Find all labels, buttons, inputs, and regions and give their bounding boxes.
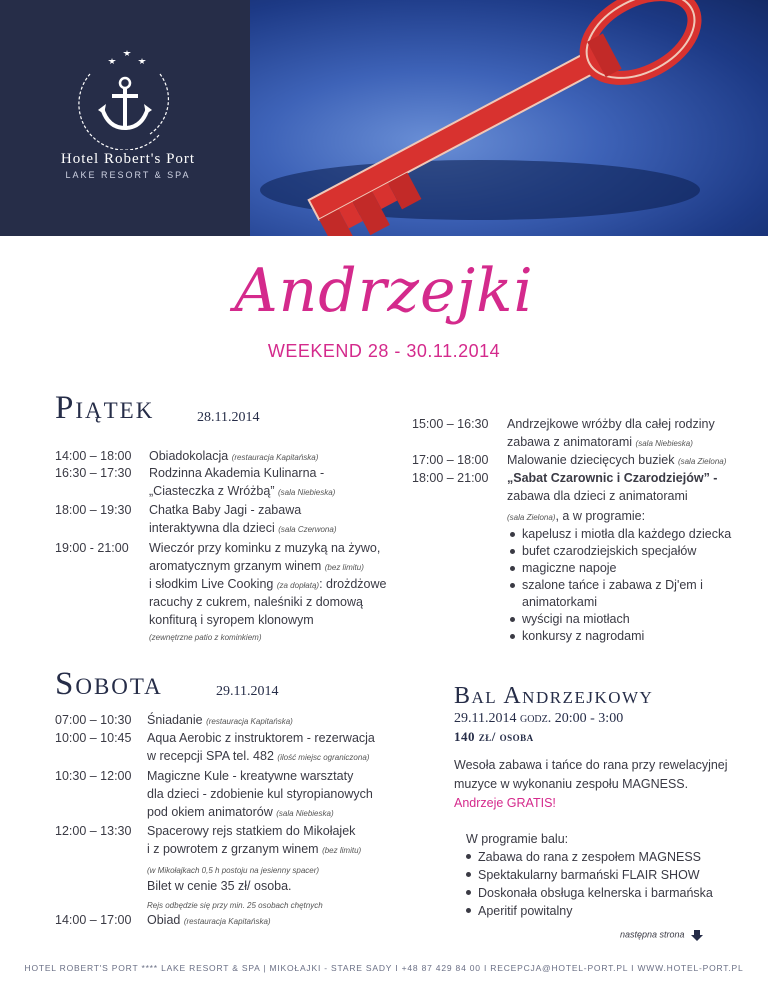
next-page-label: następna strona: [620, 929, 685, 940]
kids-program-list: [507, 526, 747, 645]
list-item: Doskonała obsługa kelnerska i barmańska: [463, 884, 713, 902]
event-text: „Sabat Czarownic i Czarodziejów” -: [507, 471, 718, 485]
list-item: kapelusz i miotła dla każdego dziecka: [507, 526, 747, 543]
time: 10:00 – 10:45: [55, 731, 132, 745]
ball-text-line: muzyce w wykonaniu zespołu MAGNESS.: [454, 777, 689, 791]
event-text: racuchy z cukrem, naleśniki z domową: [149, 595, 363, 609]
hotel-subtitle: LAKE RESORT & SPA: [65, 170, 191, 180]
saturday-title: Sobota: [55, 666, 163, 702]
list-item: Spektakularny barmański FLAIR SHOW: [463, 866, 713, 884]
hotel-name: Hotel Robert's Port: [60, 151, 196, 167]
anchor-emblem-icon: [0, 0, 250, 150]
ball-highlight: Andrzeje GRATIS!: [454, 796, 556, 810]
time: 17:00 – 18:00: [412, 453, 489, 467]
event-text: Wieczór przy kominku z muzyką na żywo,: [149, 541, 381, 555]
list-item: bufet czarodziejskich specjałów: [507, 543, 747, 560]
event-text: i słodkim Live Cooking (za dopłatą): drożdżowe: [149, 577, 387, 591]
event-note: (zewnętrzne patio z kominkiem): [149, 633, 262, 642]
list-item: wyścigi na miotłach: [507, 611, 747, 628]
next-page-link[interactable]: [620, 929, 703, 941]
event-text: (sala Zielona), a w programie:: [507, 509, 646, 523]
event-text: pod okiem animatorów (sala Niebieska): [147, 805, 334, 819]
event-text: Spacerowy rejs statkiem do Mikołajek: [147, 824, 356, 838]
time: 12:00 – 13:30: [55, 824, 132, 838]
list-item-continuation: animatorkami: [522, 595, 598, 609]
list-item: szalone tańce i zabawa z Dj'em i: [507, 577, 747, 594]
friday-title: Piątek: [55, 390, 155, 426]
event-text: Obiad (restauracja Kapitańska): [147, 913, 271, 927]
ball-description: [454, 756, 744, 813]
page-title: Andrzejki: [234, 256, 534, 326]
event-text: zabawa dla dzieci z animatorami: [507, 489, 688, 503]
list-item: magiczne napoje: [507, 560, 747, 577]
list-item: konkursy z nagrodami: [507, 628, 747, 645]
time: 19:00 - 21:00: [55, 541, 129, 555]
list-item: Aperitif powitalny: [463, 902, 713, 920]
event-text: Bilet w cenie 35 zł/ osoba.: [147, 879, 292, 893]
arrow-down-icon: [691, 929, 703, 941]
event-note: (w Mikołajkach 0,5 h postoju na jesienny spacer): [147, 866, 320, 875]
time: 18:00 – 19:30: [55, 503, 132, 517]
event-text: Malowanie dziecięcych buziek (sala Zielona): [507, 453, 727, 467]
hotel-logo: [0, 0, 250, 236]
ball-program-label: W programie balu:: [466, 832, 569, 846]
event-text: Aqua Aerobic z instruktorem - rezerwacja: [147, 731, 375, 745]
ball-program-list: [463, 848, 713, 920]
friday-date: 28.11.2014: [197, 410, 260, 425]
event-text: Rodzinna Akademia Kulinarna -: [149, 466, 325, 480]
time: 16:30 – 17:30: [55, 466, 132, 480]
ball-date: 29.11.2014 godz. 20:00 - 3:00: [454, 711, 624, 726]
list-item: Zabawa do rana z zespołem MAGNESS: [463, 848, 713, 866]
event-text: zabawa z animatorami (sala Niebieska): [507, 435, 693, 449]
time: 18:00 – 21:00: [412, 471, 489, 485]
event-text: „Ciasteczka z Wróżbą” (sala Niebieska): [149, 484, 336, 498]
event-text: Magiczne Kule - kreatywne warsztaty: [147, 769, 354, 783]
ball-title: Bal Andrzejkowy: [454, 683, 654, 709]
event-text: Śniadanie (restauracja Kapitańska): [147, 713, 293, 727]
event-text: w recepcji SPA tel. 482 (ilość miejsc ograniczona): [147, 749, 370, 763]
ball-text-line: Wesoła zabawa i tańce do rana przy rewelacyjnej: [454, 758, 728, 772]
event-note: Rejs odbędzie się przy min. 25 osobach chętnych: [147, 901, 323, 910]
event-text: konfiturą i syropem klonowym: [149, 613, 314, 627]
time: 14:00 – 17:00: [55, 913, 132, 927]
time: 10:30 – 12:00: [55, 769, 132, 783]
event-text: Obiadokolacja (restauracja Kapitańska): [149, 449, 319, 463]
event-text: Andrzejkowe wróżby dla całej rodziny: [507, 417, 715, 431]
time: 14:00 – 18:00: [55, 449, 132, 463]
time: 07:00 – 10:30: [55, 713, 132, 727]
event-text: Chatka Baby Jagi - zabawa: [149, 503, 302, 517]
time: 15:00 – 16:30: [412, 417, 489, 431]
event-text: i z powrotem z grzanym winem (bez limitu): [147, 842, 362, 856]
ball-price: 140 zł/ osoba: [454, 729, 534, 744]
saturday-date: 29.11.2014: [216, 684, 279, 699]
ball-program: [466, 830, 713, 920]
event-text: dla dzieci - zdobienie kul styropianowych: [147, 787, 373, 801]
event-text: interaktywna dla dzieci (sala Czerwona): [149, 521, 337, 535]
key-photo: [250, 0, 768, 236]
page-subtitle: WEEKEND 28 - 30.11.2014: [267, 341, 501, 361]
event-text: aromatycznym grzanym winem (bez limitu): [149, 559, 364, 573]
footer: HOTEL ROBERT'S PORT **** LAKE RESORT & SPA | MIKOŁAJKI - STARE SADY I +48 87 429 84 00 I RECEPCJA@HOTEL-PORT.PL I WWW.HOTEL-PORT.PL: [24, 963, 744, 973]
header: [0, 0, 768, 236]
